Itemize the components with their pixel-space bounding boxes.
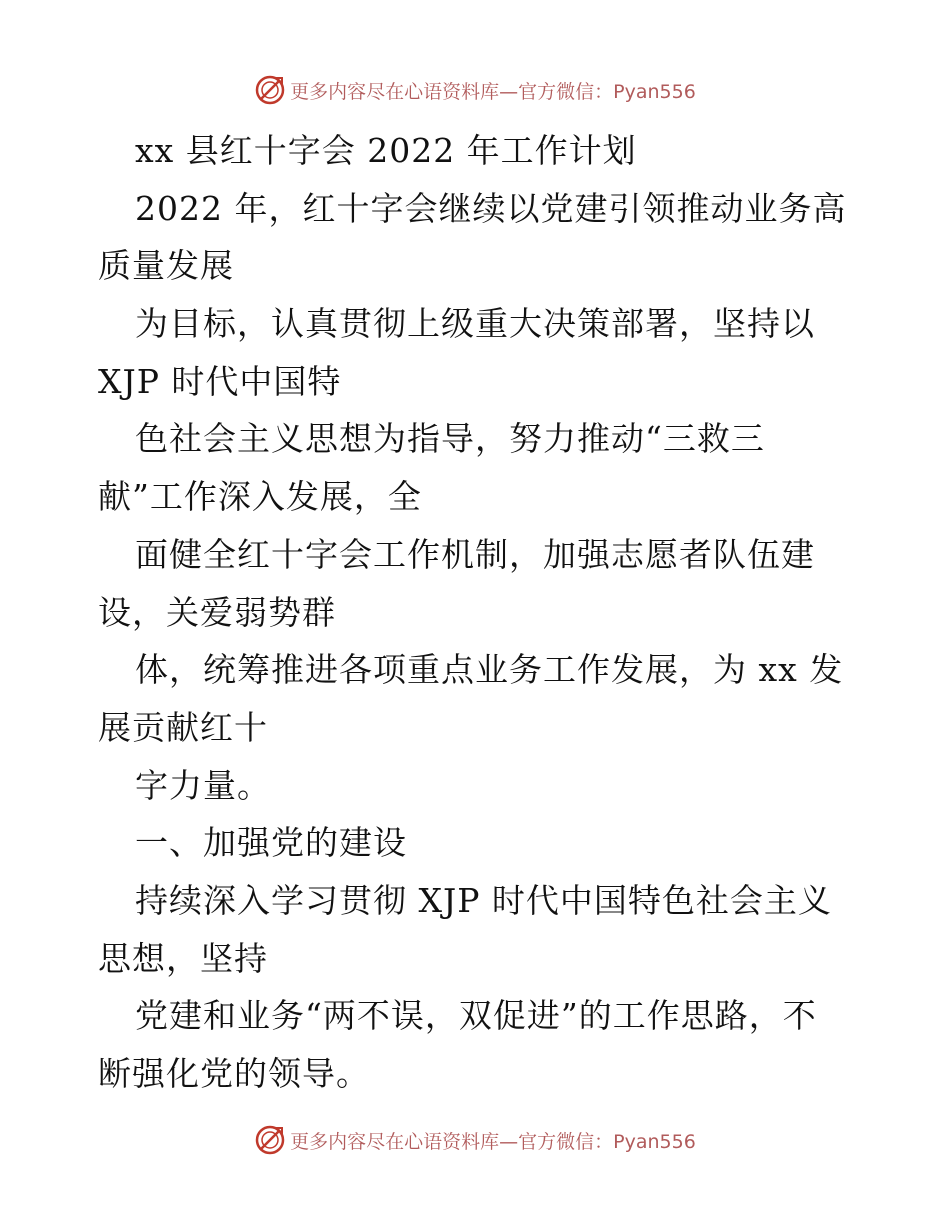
paragraph-line: 为目标，认真贯彻上级重大决策部署，坚持以 [135,304,815,344]
paragraph-line: 体，统筹推进各项重点业务工作发展，为 xx 发 [135,650,844,690]
paragraph-line: 色社会主义思想为指导，努力推动“三救三 [135,419,765,459]
paragraph-line: 面健全红十字会工作机制，加强志愿者队伍建 [135,534,815,574]
brand-logo-icon [254,1124,286,1156]
paragraph-line: 思想，坚持 [98,938,268,978]
banner-text: 更多内容尽在心语资料库—官方微信：Pyan556 [290,1130,696,1153]
document-body [98,122,868,1103]
paragraph-line: 献”工作深入发展，全 [98,477,422,517]
paragraph-line: 断强化党的领导。 [98,1054,370,1093]
paragraph-line: 质量发展 [98,246,234,286]
paragraph-line: 字力量。 [135,765,271,805]
document-title: xx 县红十字会 2022 年工作计划 [135,131,637,170]
brand-logo-icon [254,74,286,106]
paragraph-line: 设，关爱弱势群 [98,592,336,632]
header-banner [0,70,950,110]
paragraph-line: 2022 年，红十字会继续以党建引领推动业务高 [135,188,847,228]
banner-text: 更多内容尽在心语资料库—官方微信：Pyan556 [290,80,696,103]
paragraph-line: 党建和业务“两不误，双促进”的工作思路，不 [135,996,817,1036]
section-heading: 一、加强党的建设 [135,823,407,863]
paragraph-line: XJP 时代中国特 [98,361,342,401]
footer-banner [0,1120,950,1160]
paragraph-line: 展贡献红十 [98,707,268,747]
paragraph-line: 持续深入学习贯彻 XJP 时代中国特色社会主义 [135,880,832,920]
